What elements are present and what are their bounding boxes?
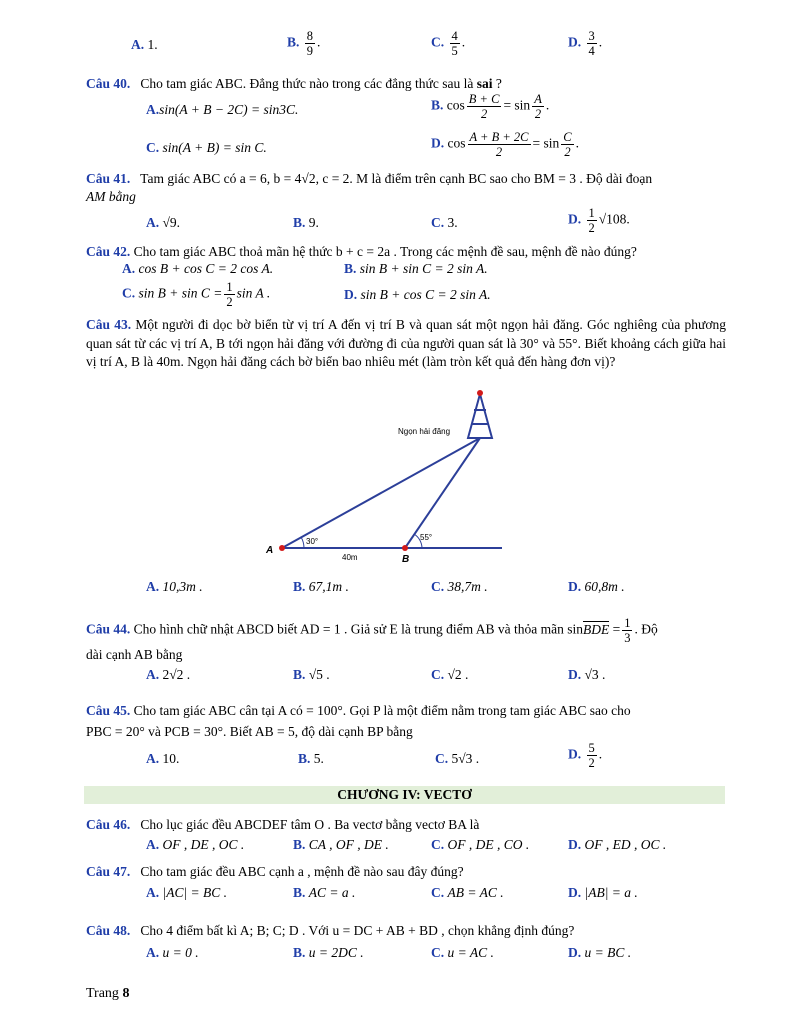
q46-option-d: D. OF , ED , OC . [568, 837, 667, 852]
q48-option-d: D. u = BC . [568, 945, 632, 960]
lighthouse [468, 390, 492, 438]
point-b-label: B [402, 554, 410, 564]
q39-option-d: D. $\frac{3}{4}$ . [568, 29, 603, 58]
distance-label: 40m [342, 553, 358, 562]
q41-option-b: B. 9. [293, 215, 319, 230]
q44-option-c: C. √2 . [431, 667, 469, 682]
q45-option-c: C. 5√3 . [435, 751, 480, 766]
q40-option-a: A.sin(A + B − 2C) = sin3C. [146, 102, 299, 117]
angle-a-label: 30° [306, 537, 319, 546]
q45-option-d: D. $\frac{5}{2}$ . [568, 741, 603, 770]
q46-option-b: B. CA , OF , DE . [293, 837, 389, 852]
angle-b-label: 55° [420, 533, 433, 542]
point-a-label: A [266, 545, 274, 556]
q47-option-c: C. AB = AC . [431, 885, 504, 900]
point-a-dot [279, 545, 285, 551]
q48-stem: Câu 48. Cho 4 điểm bất kì A; B; C; D . Với u = DC + AB + BD , chọn khẳng định đúng? [86, 923, 575, 938]
q47-stem: Câu 47. Cho tam giác đều ABC cạnh a , mệnh đề nào sau đây đúng? [86, 864, 464, 879]
q41-option-a: A. √9. [146, 215, 181, 230]
q43-stem: Câu 43. Một người đi dọc bờ biển từ vị trí A đến vị trí B và quan sát một ngọn hải đăng. Góc nghiêng của phương quan sát từ các vị trí A, B tới ngọn hải đăng với đường đi của người quan sát là 30° và 55°. Biết khoảng cách giữa hai vị trí A, B là 40m. Ngọn hải đăng cách bờ biển bao nhiêu mét (làm tròn kết quả đến hàng đơn vị)? [86, 317, 726, 369]
q48-option-b: B. u = 2DC . [293, 945, 364, 960]
q39-option-b: B. $\frac{8}{9}$ . [287, 29, 321, 58]
angle-a-arc [301, 537, 304, 548]
chapter-header: CHƯƠNG IV: VECTƠ [84, 786, 725, 804]
q43-option-c: C. 38,7m . [431, 579, 488, 594]
q45-stem: Câu 45. Cho tam giác ABC cân tại A có = 100°. Gọi P là một điểm nằm trong tam giác ABC sao cho [86, 703, 631, 718]
q42-option-a: A. cos B + cos C = 2 cos A. [122, 261, 274, 276]
lighthouse-label: Ngọn hải đăng [398, 427, 451, 436]
q45-stem-2: PBC = 20° và PCB = 30°. Biết AB = 5, độ dài cạnh BP bằng [86, 724, 413, 739]
q44-option-b: B. √5 . [293, 667, 330, 682]
q42-option-d: D. sin B + cos C = 2 sin A. [344, 287, 491, 302]
q42-option-b: B. sin B + sin C = 2 sin A. [344, 261, 488, 276]
q40-stem: Câu 40. Cho tam giác ABC. Đẳng thức nào trong các đẳng thức sau là sai ? [86, 76, 502, 91]
q43-option-d: D. 60,8m . [568, 579, 625, 594]
q43-option-b: B. 67,1m . [293, 579, 349, 594]
q41-stem-2: AM bằng [86, 189, 136, 204]
q44-stem-2: dài cạnh AB bằng [86, 647, 183, 662]
q48-option-a: A. u = 0 . [146, 945, 199, 960]
q45-option-a: A. 10. [146, 751, 180, 766]
point-b-dot [402, 545, 408, 551]
q40-option-b: B. cos $\frac{B + C}{2}$ = sin $\frac{A}{2}$ . [431, 92, 550, 121]
q46-stem: Câu 46. Cho lục giác đều ABCDEF tâm O . Ba vectơ bằng vectơ BA là [86, 817, 480, 832]
q47-option-a: A. |AC| = BC . [146, 885, 228, 900]
sight-line-a [282, 438, 480, 548]
q39-option-a: A. 1. [131, 37, 158, 52]
sight-line-b [405, 438, 480, 548]
q41-stem: Câu 41. Tam giác ABC có a = 6, b = 4√2, c = 2. M là điểm trên cạnh BC sao cho BM = 3 . Độ dài đoạn [86, 171, 653, 186]
q42-option-c: C. sin B + sin C = $\frac{1}{2}$ sin A . [122, 280, 271, 309]
q41-option-d: D. $\frac{1}{2}$ √108. [568, 206, 630, 235]
lighthouse-figure [262, 386, 512, 564]
q39-option-c: C. $\frac{4}{5}$ . [431, 29, 466, 58]
q45-option-b: B. 5. [298, 751, 324, 766]
q46-option-a: A. OF , DE , OC . [146, 837, 245, 852]
page-footer: Trang 8 [86, 986, 130, 1001]
q48-option-c: C. u = AC . [431, 945, 494, 960]
q40-option-d: D. cos $\frac{A + B + 2C}{2}$ = sin $\frac{C}{2}$ . [431, 130, 579, 159]
q40-option-c: C. sin(A + B) = sin C. [146, 140, 267, 155]
q46-option-c: C. OF , DE , CO . [431, 837, 530, 852]
q44-option-d: D. √3 . [568, 667, 606, 682]
q44-option-a: A. 2√2 . [146, 667, 191, 682]
q42-stem: Câu 42. Cho tam giác ABC thoả mãn hệ thức b + c = 2a . Trong các mệnh đề sau, mệnh đề nào đúng? [86, 244, 637, 259]
q47-option-d: D. |AB| = a . [568, 885, 638, 900]
q44-stem: Câu 44. Cho hình chữ nhật ABCD biết AD = 1 . Giả sử E là trung điểm AB và thỏa mãn sinBDE = $\frac{1}{3}$ . Độ [86, 616, 658, 645]
q47-option-b: B. AC = a . [293, 885, 356, 900]
q41-option-c: C. 3. [431, 215, 458, 230]
q43-option-a: A. 10,3m . [146, 579, 203, 594]
